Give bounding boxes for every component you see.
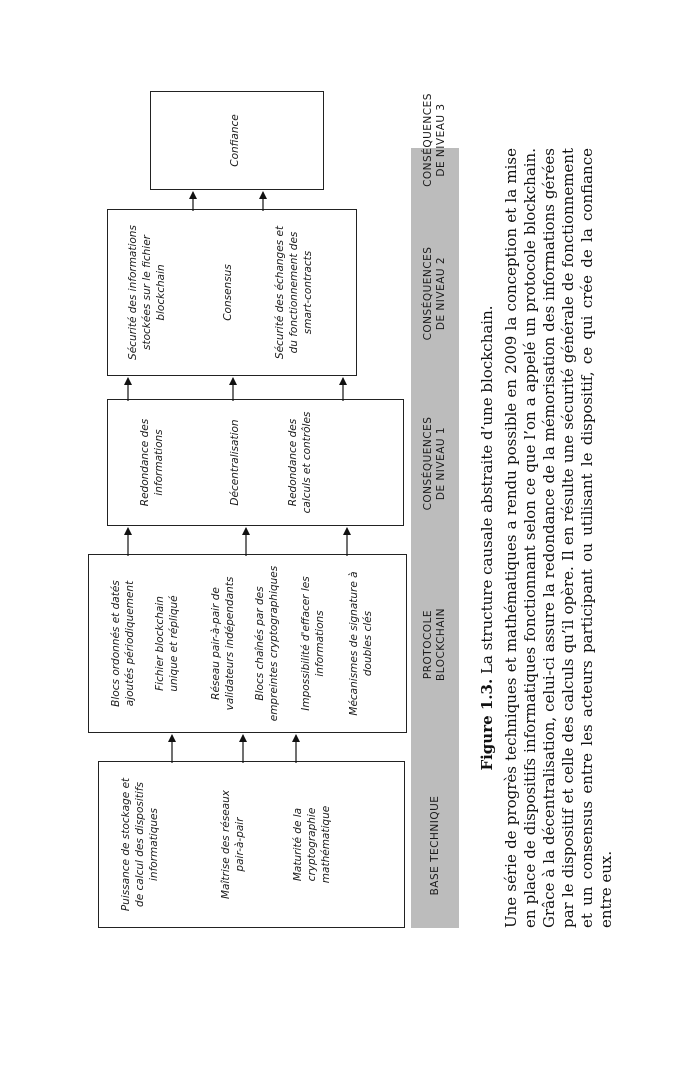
niveau2-item-3: Sécurité des échanges et du fonctionnement des smart-contracts (274, 225, 314, 360)
protocole-item-4: Blocs chaînés par des empreintes cryptographiques (254, 565, 280, 722)
protocole-item-3: Réseau pair-à-pair de validateurs indépendants (210, 576, 236, 711)
figure-label: Figure 1.3. (478, 678, 496, 771)
base-item-2: Maîtrise des réseaux pair-à-pair (220, 790, 246, 899)
niveau3-item-1: Confiance (229, 114, 241, 167)
protocole-item-6: Mécanismes de signature à doubles clés (348, 571, 374, 716)
niveau1-item-3: Redondance des calculs et contrôles (287, 411, 313, 514)
label-niveau-2: CONSÉQUENCES DE NIVEAU 2 (422, 246, 447, 341)
label-niveau-3: CONSÉQUENCES DE NIVEAU 3 (422, 93, 447, 187)
base-item-1: Puissance de stockage et de calcul des dispositifs informatiques (120, 777, 160, 912)
label-protocole-blockchain: PROTOCOLE BLOCKCHAIN (422, 608, 447, 681)
niveau2-item-1: Sécurité des informations stockées sur le fichier blockchain (127, 225, 167, 360)
niveau2-item-2: Consensus (222, 264, 234, 321)
protocole-item-5: Impossibilité d'effacer les informations (300, 576, 326, 711)
protocole-item-1: Blocs ordonnés et datés ajoutés périodiquement (110, 580, 136, 707)
niveau1-item-2: Décentralisation (229, 419, 241, 506)
niveau1-item-1: Redondance des informations (139, 418, 165, 507)
protocole-item-2: Fichier blockchain unique et répliqué (154, 595, 180, 692)
label-niveau-1: CONSÉQUENCES DE NIVEAU 1 (422, 416, 447, 511)
base-item-3: Maturité de la cryptographie mathématique (292, 805, 332, 884)
figure-caption-text: La structure causale abstraite d’une blockchain. (478, 305, 496, 679)
label-base-technique: BASE TECHNIQUE (428, 795, 441, 896)
column-label-band (411, 93, 459, 928)
body-paragraph: Une série de progrès techniques et mathématiques a rendu possible en 2009 la conception et la mise en place de dispositifs informatiques fonctionnant selon ce que l’on a appelé un protocole blockchain. Grâce à la décentralisation, celui-ci assure la redondance de la mémorisation des informations gérées par le dispositif et celle des calculs qu’il opère. Il en résulte une sécurité générale de fonctionnement et un consensus entre les acteurs participant ou utilisant le dispositif, ce qui crée de la confiance entre eux. (502, 148, 615, 928)
figure-caption (478, 148, 496, 928)
